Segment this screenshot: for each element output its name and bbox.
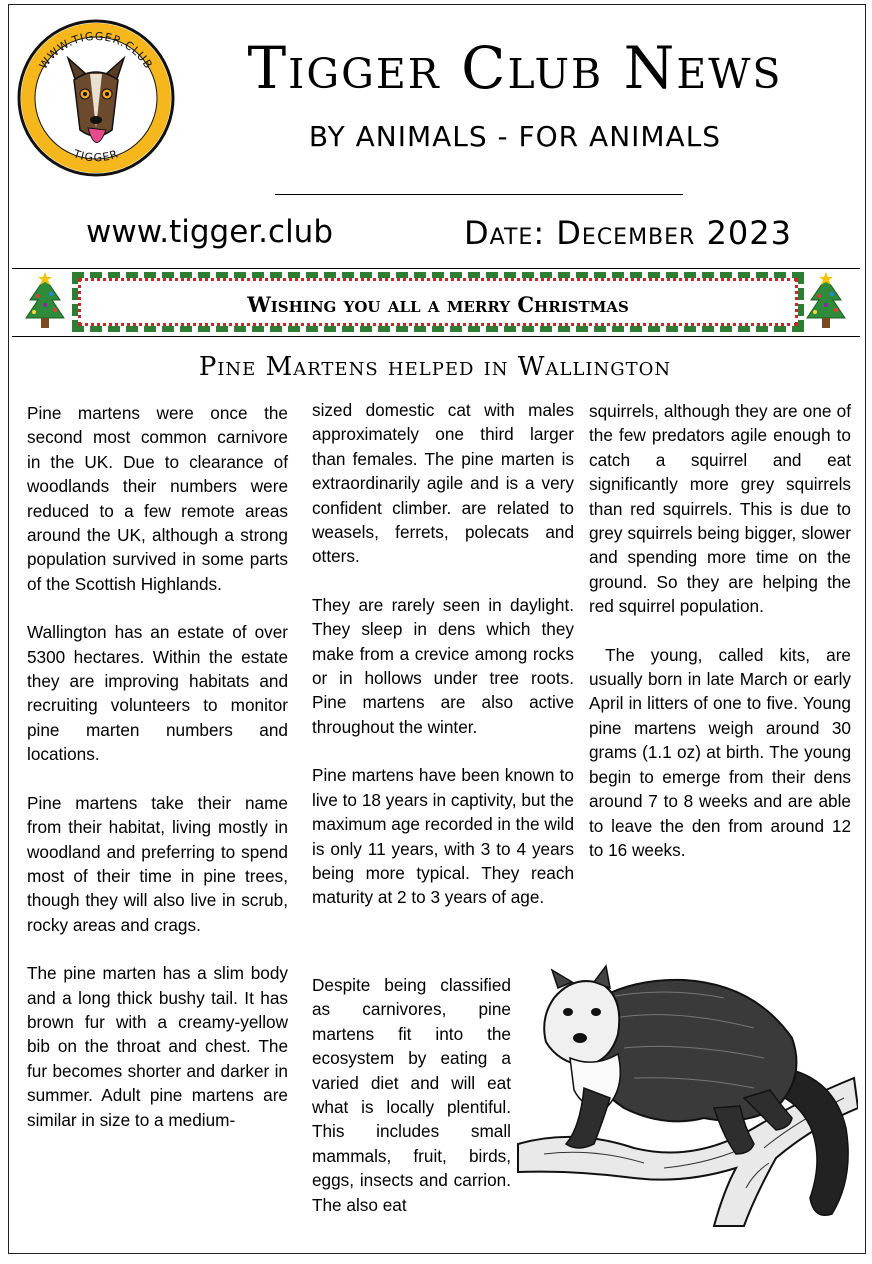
christmas-banner: [72, 272, 804, 332]
paragraph: sized domestic cat with males approximately one third larger than females. The pine marten is extraordinarily agile and is a very confident climber. are related to weasels, ferrets, polecats and otters.: [312, 400, 574, 567]
article-column-3: [589, 399, 851, 886]
paragraph: The pine marten has a slim body and a long thick bushy tail. It has brown fur with a creamy-yellow bib on the throat and chest. The fur becomes shorter and darker in summer. Adult pine martens are similar in size to a medium-: [27, 963, 288, 1130]
pine-marten-illustration: [514, 958, 858, 1228]
banner-bottom-rule: [12, 336, 860, 337]
paragraph: The young, called kits, are usually born in late March or early April in litters of one to five. Young pine martens weigh around 30 grams (1.1 oz) at birth. The young begin to emerge from their dens around 7 to 8 weeks and are able to leave the den from around 12 to 16 weeks.: [589, 644, 851, 860]
paragraph: Pine martens have been known to live to 18 years in captivity, but the maximum age recorded in the wild is only 11 years, with 3 to 4 years being more typical. They reach maturity at 2 to 3 years of age.: [312, 765, 574, 908]
paragraph: Wallington has an estate of over 5300 hectares. Within the estate they are improving habitats and recruiting volunteers to monitor pine marten numbers and locations.: [27, 622, 288, 765]
tigger-club-logo: [16, 18, 176, 178]
paragraph: Despite being classified as carnivores, pine martens fit into the ecosystem by eating a varied diet and will eat what is locally plentiful. This includes small mammals, fruit, birds, eggs, insects and carrion. The also eat: [312, 975, 511, 1215]
paragraph: They are rarely seen in daylight. They sleep in dens which they make from a crevice among rocks or in hollows under tree roots. Pine martens are also active throughout the winter.: [312, 594, 574, 737]
paragraph: Pine martens take their name from their habitat, living mostly in woodland and preferring to spend most of their time in pine trees, though they will also live in scrub, rocky areas and crags.: [27, 792, 288, 935]
website-link[interactable]: www.tigger.club: [86, 214, 334, 250]
logo-ring-bottom-text: TIGGER: [71, 147, 121, 165]
article-column-2-continued: [312, 973, 511, 1241]
banner-text: Wishing you all a merry Christmas: [247, 292, 629, 317]
newsletter-subtitle: BY ANIMALS - FOR ANIMALS: [308, 120, 722, 153]
header-divider: [275, 194, 683, 195]
banner-top-rule: [12, 268, 860, 269]
article-column-1: [27, 401, 288, 1156]
issue-date: Date: December 2023: [464, 214, 792, 252]
article-headline: Pine Martens helped in Wallington: [198, 352, 672, 382]
paragraph: squirrels, although they are one of the few predators agile enough to catch a squirrel and eat significantly more grey squirrels than red squirrels. This is due to grey squirrels being bigger, slower and spending more time on the ground. So they are helping the red squirrel population.: [589, 401, 851, 617]
article-column-2: [312, 398, 574, 934]
christmas-tree-icon: [22, 272, 68, 334]
christmas-tree-icon: [803, 272, 849, 334]
newsletter-title: Tigger Club News: [247, 34, 783, 102]
logo-ring-top-text: WWW.TIGGER.CLUB: [36, 29, 156, 72]
paragraph: Pine martens were once the second most common carnivore in the UK. Due to clearance of woodlands their numbers were reduced to a few remote areas around the UK, although a strong population survived in some parts of the Scottish Highlands.: [27, 403, 288, 594]
